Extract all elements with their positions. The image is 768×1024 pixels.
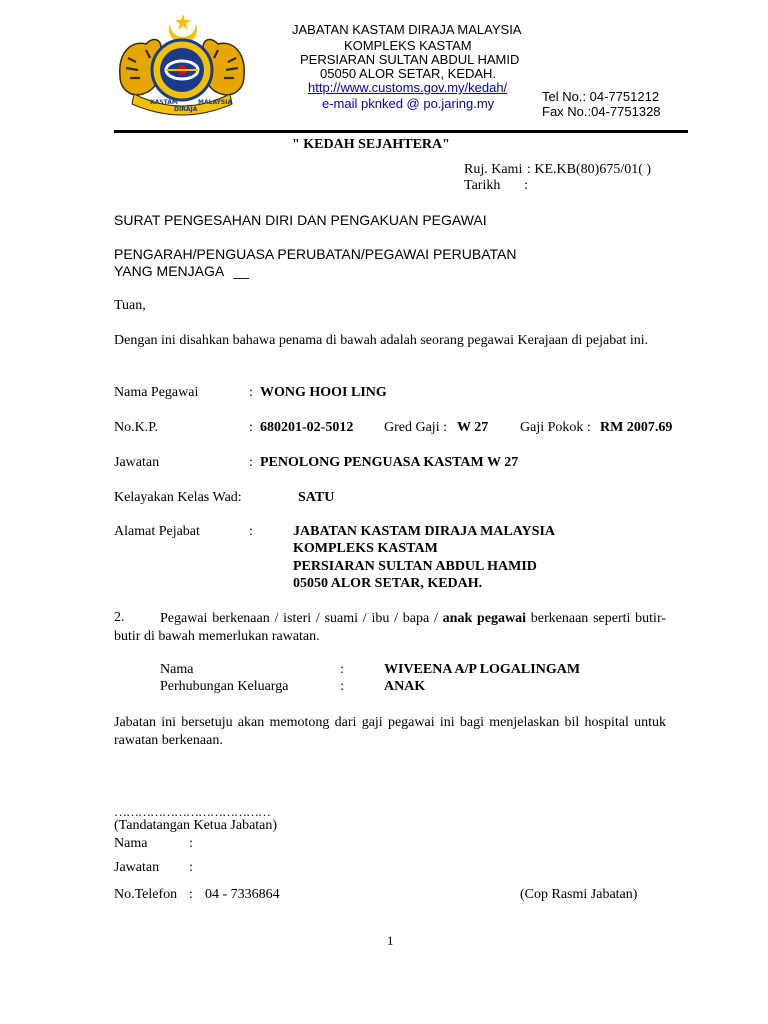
basic-salary-label: Gaji Pokok : bbox=[520, 420, 591, 435]
officer-name-value: WONG HOOI LING bbox=[260, 385, 387, 400]
recipient-line-1: PENGARAH/PENGUASA PERUBATAN/PEGAWAI PERUBATAN bbox=[114, 246, 517, 262]
position-label: Jawatan bbox=[114, 455, 160, 470]
ref-label: Ruj. Kami bbox=[464, 162, 523, 177]
section-2-paragraph bbox=[114, 610, 666, 646]
agreement-paragraph: Jabatan ini bersetuju akan memotong dari gaji pegawai ini bagi menjelaskan bil hospital untuk rawatan berkenaan. bbox=[114, 715, 666, 748]
ic-number-label: No.K.P. bbox=[114, 420, 158, 435]
salary-grade-value: W 27 bbox=[457, 420, 489, 435]
signature-caption: (Tandatangan Ketua Jabatan) bbox=[114, 818, 278, 833]
official-stamp-label: (Cop Rasmi Jabatan) bbox=[520, 887, 638, 902]
office-address-line-4: 05050 ALOR SETAR, KEDAH. bbox=[293, 576, 483, 591]
phone-label: No.Telefon bbox=[114, 887, 178, 902]
section-number: 2. bbox=[114, 610, 125, 625]
patient-name-value: WIVEENA A/P LOGALINGAM bbox=[384, 662, 581, 677]
logo-text-left: KASTAM bbox=[150, 99, 178, 106]
tel-number: Tel No.: 04-7751212 bbox=[542, 89, 660, 104]
letter-title: SURAT PENGESAHAN DIRI DAN PENGAKUAN PEGAWAI bbox=[114, 212, 487, 228]
fax-number: Fax No.:04-7751328 bbox=[542, 104, 661, 119]
signatory-name-colon: : bbox=[189, 836, 193, 851]
section-2-text-bold: anak pegawai bbox=[442, 611, 527, 626]
patient-name-colon: : bbox=[340, 662, 344, 677]
relationship-colon: : bbox=[340, 679, 344, 694]
signatory-position-colon: : bbox=[189, 860, 193, 875]
office-address-label: Alamat Pejabat bbox=[114, 524, 200, 539]
salary-grade-label: Gred Gaji : bbox=[384, 420, 447, 435]
recipient-title: YANG MENJAGA bbox=[114, 263, 224, 279]
section-2-text-end: berkenaan seperti butir-butir di bawah memerlukan rawatan. bbox=[114, 611, 666, 644]
relationship-value: ANAK bbox=[384, 679, 426, 694]
position-value: PENOLONG PENGUASA KASTAM W 27 bbox=[260, 455, 519, 470]
office-address-line-2: KOMPLEKS KASTAM bbox=[293, 541, 438, 556]
basic-salary-value: RM 2007.69 bbox=[600, 420, 673, 435]
section-2-text-start: Pegawai berkenaan / isteri / suami / ibu / bapa / bbox=[160, 611, 443, 626]
org-street: PERSIARAN SULTAN ABDUL HAMID bbox=[300, 52, 520, 67]
office-address-colon: : bbox=[249, 524, 253, 539]
ref-number: : KE.KB(80)675/01( ) bbox=[527, 162, 652, 177]
ic-number-colon: : bbox=[249, 420, 253, 435]
logo-text-right: MALAYSIA bbox=[198, 99, 233, 106]
ward-class-label: Kelayakan Kelas Wad: bbox=[114, 490, 242, 505]
officer-name-label: Nama Pegawai bbox=[114, 385, 199, 400]
email-address: e-mail pknked @ po.jaring.my bbox=[322, 96, 495, 111]
phone-value: 04 - 7336864 bbox=[205, 887, 280, 902]
logo-text-center: DIRAJA bbox=[174, 106, 198, 113]
patient-name-label: Nama bbox=[160, 662, 194, 677]
officer-name-colon: : bbox=[249, 385, 253, 400]
relationship-label: Perhubungan Keluarga bbox=[160, 679, 289, 694]
customs-crest-logo bbox=[116, 14, 248, 118]
office-address-line-3: PERSIARAN SULTAN ABDUL HAMID bbox=[293, 559, 537, 574]
signatory-position-label: Jawatan bbox=[114, 860, 160, 875]
date-value: : bbox=[524, 178, 528, 193]
recipient-line-2 bbox=[114, 263, 249, 279]
salutation: Tuan, bbox=[114, 298, 146, 313]
org-city: 05050 ALOR SETAR, KEDAH. bbox=[320, 66, 497, 81]
phone-colon: : bbox=[189, 887, 193, 902]
date-label: Tarikh bbox=[464, 178, 501, 193]
signatory-name-label: Nama bbox=[114, 836, 148, 851]
org-name: JABATAN KASTAM DIRAJA MALAYSIA bbox=[292, 22, 522, 37]
position-colon: : bbox=[249, 455, 253, 470]
ward-class-value: SATU bbox=[298, 490, 335, 505]
signature-line: ………………………………… bbox=[114, 804, 270, 819]
org-complex: KOMPLEKS KASTAM bbox=[344, 38, 472, 53]
recipient-blank: __ bbox=[233, 263, 249, 279]
intro-paragraph: Dengan ini disahkan bahawa penama di bawah adalah seorang pegawai Kerajaan di pejabat ini. bbox=[114, 333, 649, 348]
website-link[interactable]: http://www.customs.gov.my/kedah/ bbox=[308, 80, 508, 95]
page-number: 1 bbox=[387, 933, 394, 948]
header-divider bbox=[114, 130, 688, 133]
ic-number-value: 680201-02-5012 bbox=[260, 420, 354, 435]
state-motto: " KEDAH SEJAHTERA" bbox=[292, 137, 450, 152]
office-address-line-1: JABATAN KASTAM DIRAJA MALAYSIA bbox=[293, 524, 556, 539]
